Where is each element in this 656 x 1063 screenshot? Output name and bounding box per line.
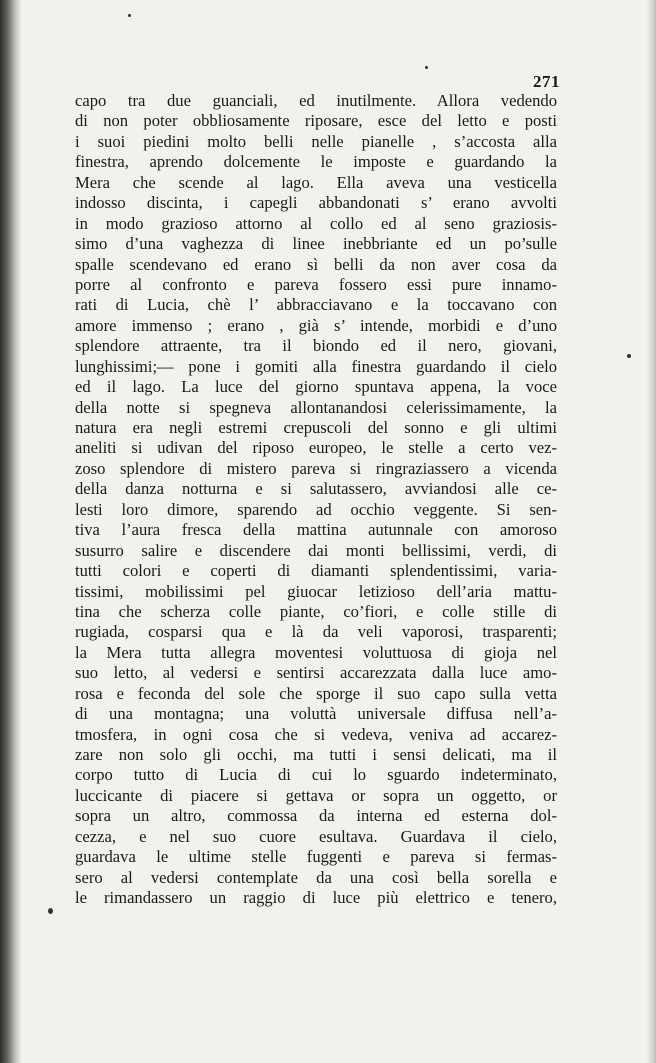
text-line: Mera che scende al lago. Ella aveva una vesticella (75, 172, 557, 192)
ink-speck (128, 14, 131, 17)
text-line: corpo tutto di Lucia di cui lo sguardo indeterminato, (75, 765, 557, 785)
text-line: in modo grazioso attorno al collo ed al seno graziosis- (75, 213, 557, 233)
text-line: sero al vedersi contemplate da una così bella sorella e (75, 867, 557, 887)
text-line: porre al confronto e pareva fossero essi pure innamo- (75, 274, 557, 294)
ink-speck (48, 908, 53, 914)
text-line: zoso splendore di mistero pareva si ringraziassero a vicenda (75, 458, 557, 478)
text-line: spalle scendevano ed erano sì belli da non aver cosa da (75, 254, 557, 274)
text-line: suo letto, al vedersi e sentirsi accarezzata dalla luce amo- (75, 663, 557, 683)
text-line: di non poter obbliosamente riposare, esce del letto e posti (75, 111, 557, 131)
text-line: la Mera tutta allegra moventesi voluttuosa di gioja nel (75, 642, 557, 662)
text-line: susurro salire e discendere dai monti bellissimi, verdi, di (75, 540, 557, 560)
body-text (75, 91, 557, 909)
text-line: sopra un altro, commossa da interna ed esterna dol- (75, 806, 557, 826)
text-line: rosa e feconda del sole che sporge il suo capo sulla vetta (75, 683, 557, 703)
text-line: luccicante di piacere si gettava or sopra un oggetto, or (75, 785, 557, 805)
text-line: tutti colori e coperti di diamanti splendentissimi, varia- (75, 561, 557, 581)
text-line: cezza, e nel suo cuore esultava. Guardava il cielo, (75, 826, 557, 846)
text-line: tissimi, mobilissimi pel giuocar letizioso dell’aria mattu- (75, 581, 557, 601)
text-line: le rimandassero un raggio di luce più elettrico e tenero, (75, 888, 557, 908)
text-line: guardava le ultime stelle fuggenti e pareva si fermas- (75, 847, 557, 867)
ink-speck (425, 66, 428, 69)
text-line: della danza notturna e si salutassero, avviandosi alle ce- (75, 479, 557, 499)
text-line: finestra, aprendo dolcemente le imposte e guardando la (75, 152, 557, 172)
text-line: tina che scherza colle piante, co’fiori, e colle stille di (75, 601, 557, 621)
text-line: lesti loro dimore, sparendo ad occhio veggente. Si sen- (75, 499, 557, 519)
text-line: ed il lago. La luce del giorno spuntava appena, la voce (75, 377, 557, 397)
text-line: tiva l’aura fresca della mattina autunnale con amoroso (75, 520, 557, 540)
text-line: aneliti si udivan del riposo europeo, le stelle a certo vez- (75, 438, 557, 458)
ink-speck (627, 354, 631, 358)
text-line: tmosfera, in ogni cosa che si vedeva, veniva ad accarez- (75, 724, 557, 744)
text-line: indosso discinta, i capegli abbandonati s’ erano avvolti (75, 193, 557, 213)
binding-gutter (0, 0, 22, 1063)
text-line: splendore attraente, tra il biondo ed il nero, giovani, (75, 336, 557, 356)
text-line: zare non solo gli occhi, ma tutti i sensi delicati, ma il (75, 745, 557, 764)
text-line: rugiada, cosparsi qua e là da veli vaporosi, trasparenti; (75, 622, 557, 642)
text-line: amore immenso ; erano , già s’ intende, morbidi e d’uno (75, 315, 557, 335)
text-line: i suoi piedini molto belli nelle pianelle , s’accosta alla (75, 131, 557, 151)
text-line: di una montagna; una voluttà universale diffusa nell’a- (75, 704, 557, 724)
text-line: lunghissimi;— pone i gomiti alla finestra guardando il cielo (75, 356, 557, 376)
page-number: 271 (533, 72, 560, 91)
text-line: capo tra due guanciali, ed inutilmente. Allora vedendo (75, 91, 557, 110)
text-line: rati di Lucia, chè l’ abbracciavano e la toccavano con (75, 295, 557, 315)
text-line: natura era negli estremi crepuscoli del sonno e gli ultimi (75, 418, 557, 437)
text-line: della notte si spegneva allontanandosi celerissimamente, la (75, 397, 557, 417)
text-line: simo d’una vaghezza di linee inebbriante ed un po’sulle (75, 234, 557, 254)
page-edge (646, 0, 656, 1063)
